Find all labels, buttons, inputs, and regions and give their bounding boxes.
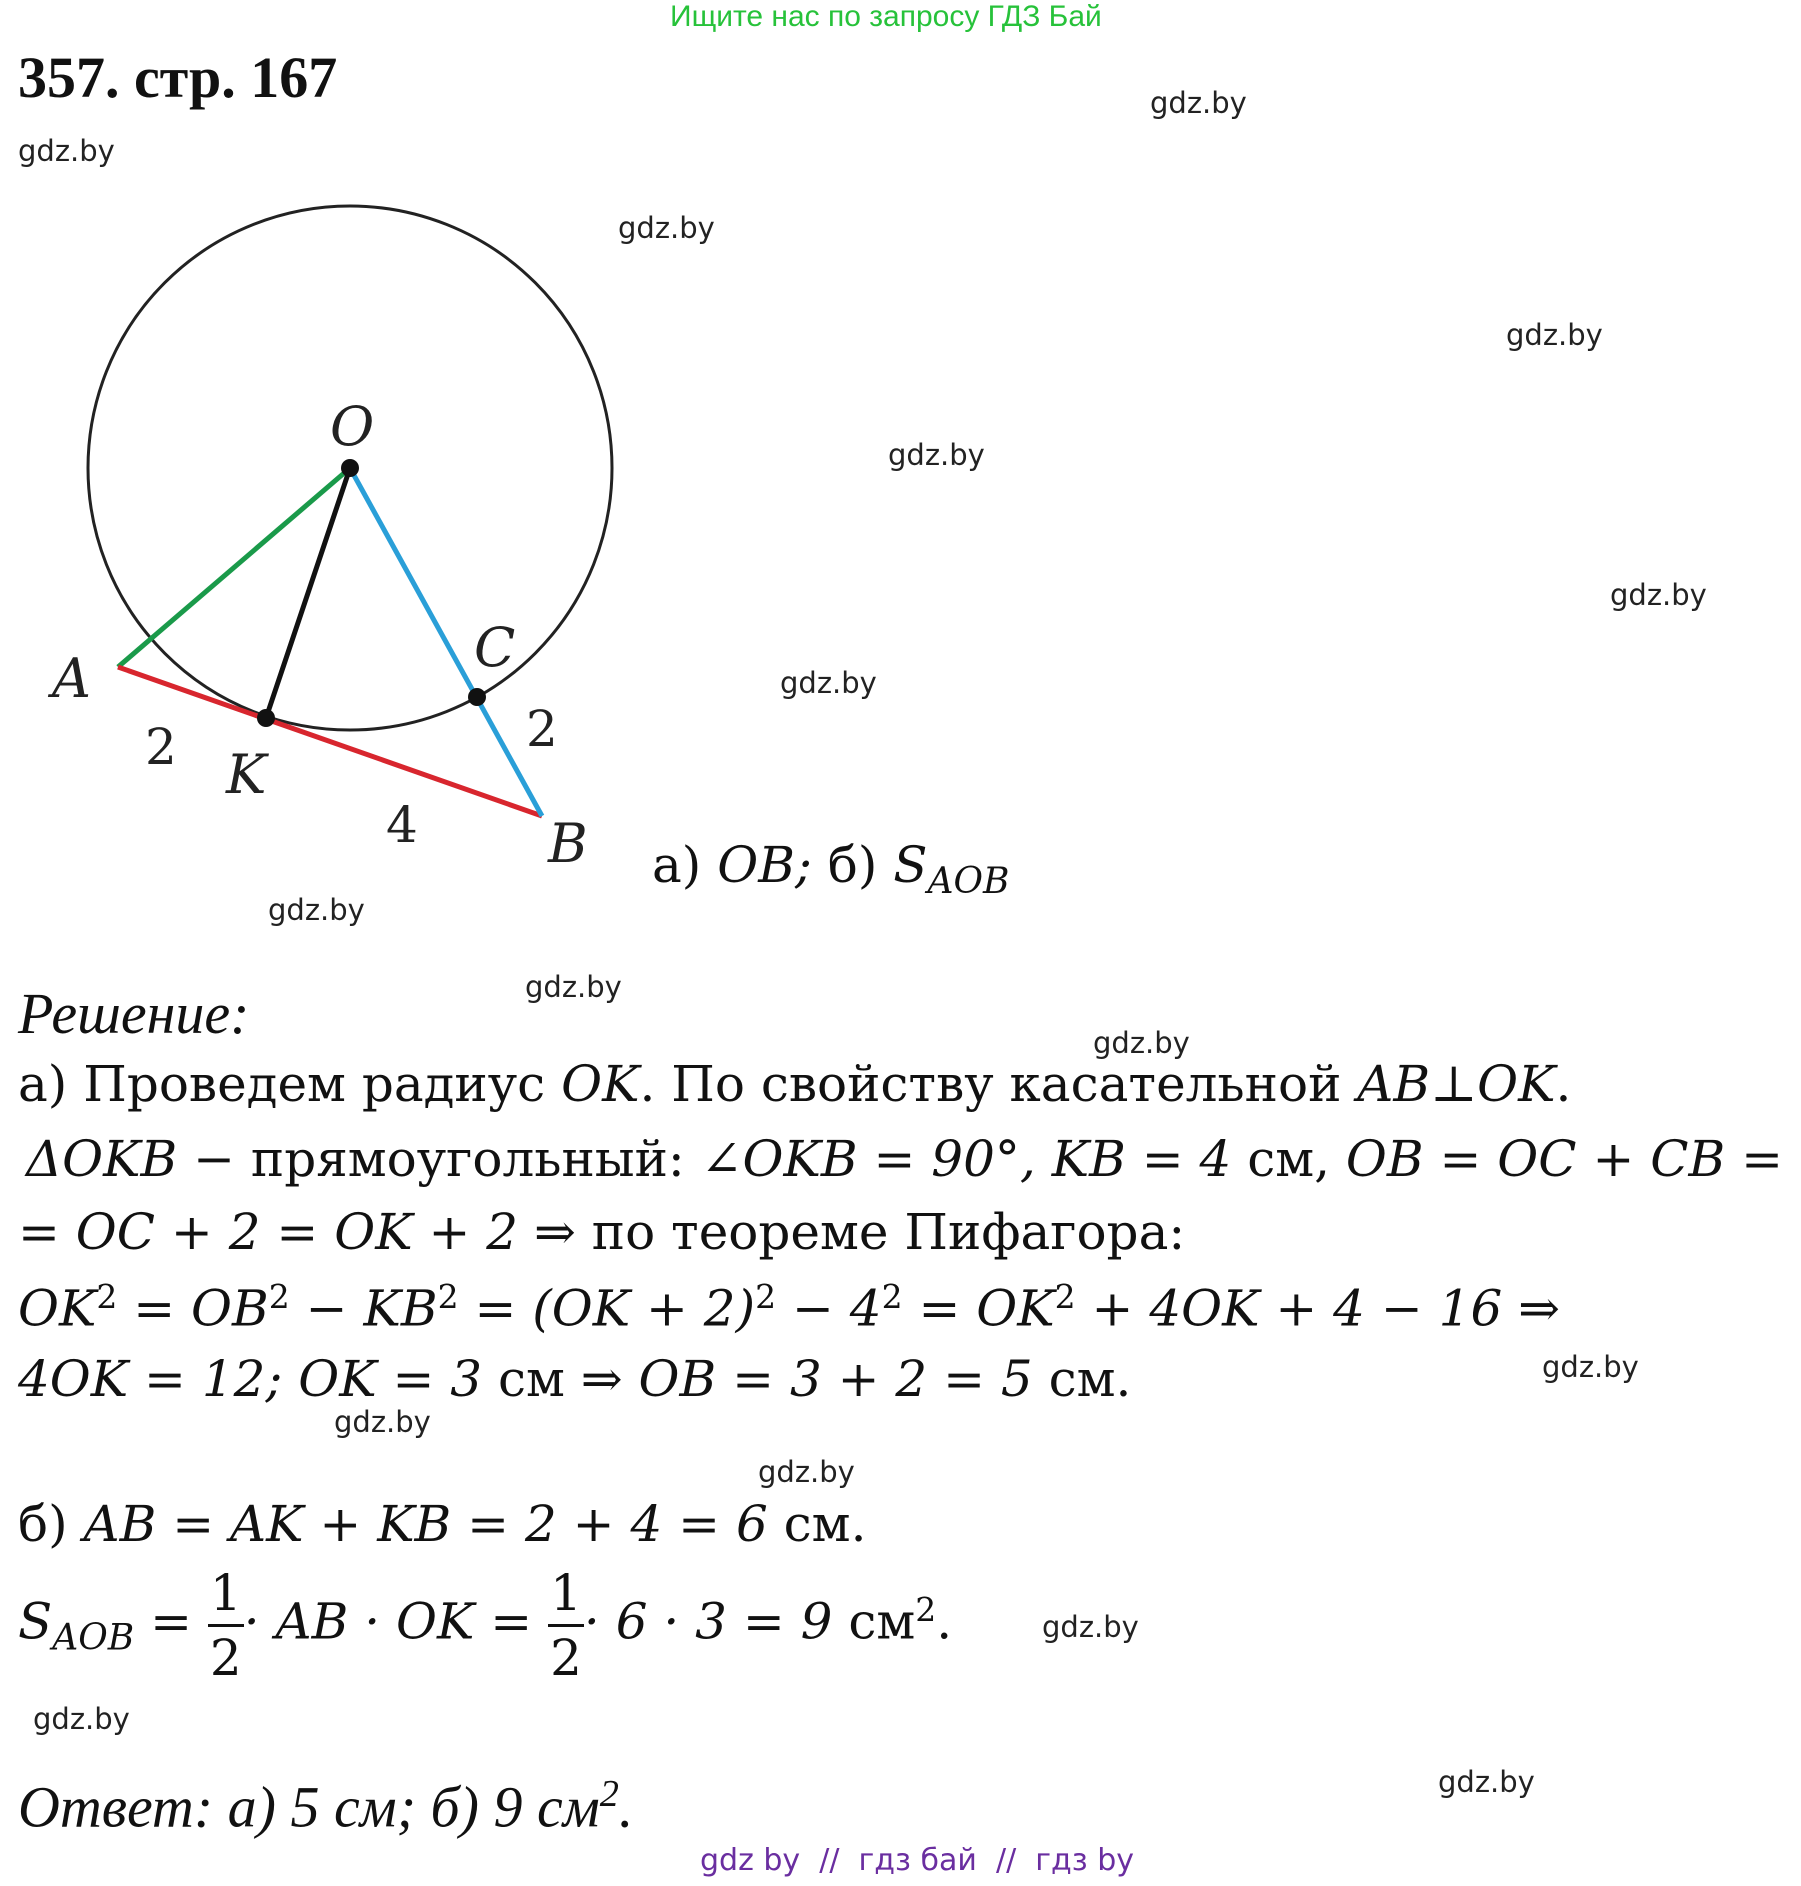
solution-line-2: ΔOKB − прямоугольный: ∠OKB = 90°, KB = 4 см, OB = OC + CB =	[26, 1130, 1784, 1188]
task-b-sub: AOB	[927, 861, 1010, 902]
label-k: K	[226, 743, 267, 806]
solution-line-1: а) Проведем радиус OK. По свойству касательной AB⊥OK.	[18, 1055, 1572, 1113]
watermark: gdz.by	[1042, 1610, 1139, 1644]
task-a-prefix: а)	[652, 836, 702, 894]
watermark: gdz.by	[1438, 1765, 1535, 1799]
task-a-value: OB;	[717, 836, 812, 894]
geometry-figure	[0, 180, 660, 900]
watermark: gdz.by	[268, 893, 365, 927]
solution-line-6: б) AB = AK + KB = 2 + 4 = 6 см.	[18, 1495, 867, 1553]
label-a: A	[52, 647, 91, 710]
label-b: B	[548, 812, 588, 875]
label-o: O	[330, 395, 375, 458]
watermark: gdz.by	[1093, 1026, 1190, 1060]
length-kb: 4	[386, 796, 418, 854]
task-b-value: S	[893, 836, 928, 894]
watermark: gdz.by	[525, 970, 622, 1004]
footer-links: gdz by // гдз бай // гдз by	[700, 1843, 1135, 1878]
watermark: gdz.by	[1150, 86, 1247, 120]
solution-line-4: $OK^2 = OB^2 - KB^2 = (OK + 2)^2 - 4^2 = OK^2 + 4OK + 4 - 16$ ⇒	[18, 1277, 1561, 1338]
solution-line-5: 4OK = 12; OK = 3 см ⇒ OB = 3 + 2 = 5 см.	[18, 1350, 1132, 1408]
watermark: gdz.by	[758, 1455, 855, 1489]
page-title: 357. стр. 167	[18, 45, 338, 110]
solution-heading: Решение:	[18, 981, 250, 1046]
point-c	[468, 688, 486, 706]
watermark: gdz.by	[334, 1405, 431, 1439]
point-k	[257, 709, 275, 727]
solution-line-7: $S_{AOB}$ = $\frac{1}{2}$ · AB · OK = $\frac{1}{2}$ · 6 · 3 = 9 $см^2$.	[18, 1564, 953, 1687]
watermark: gdz.by	[618, 211, 715, 245]
watermark: gdz.by	[1542, 1350, 1639, 1384]
task-statement	[652, 836, 1009, 902]
watermark: gdz.by	[18, 134, 115, 168]
label-c: C	[474, 616, 516, 679]
watermark: gdz.by	[1610, 578, 1707, 612]
solution-line-3: = OC + 2 = OK + 2 ⇒ по теореме Пифагора:	[18, 1203, 1186, 1261]
length-cb: 2	[526, 700, 558, 758]
point-o	[341, 459, 359, 477]
length-ak: 2	[145, 718, 177, 776]
watermark: gdz.by	[780, 666, 877, 700]
watermark: gdz.by	[888, 438, 985, 472]
answer-line: Ответ: а) 5 см; б) 9 $см^2$.	[18, 1773, 634, 1840]
task-b-prefix: б)	[827, 836, 878, 894]
fraction-one-half: $\frac{1}{2}$	[209, 1564, 242, 1687]
watermark: gdz.by	[1506, 318, 1603, 352]
fraction-one-half: $\frac{1}{2}$	[550, 1564, 582, 1687]
watermark: gdz.by	[33, 1702, 130, 1736]
promo-banner: Ищите нас по запросу ГДЗ Бай	[670, 0, 1102, 33]
